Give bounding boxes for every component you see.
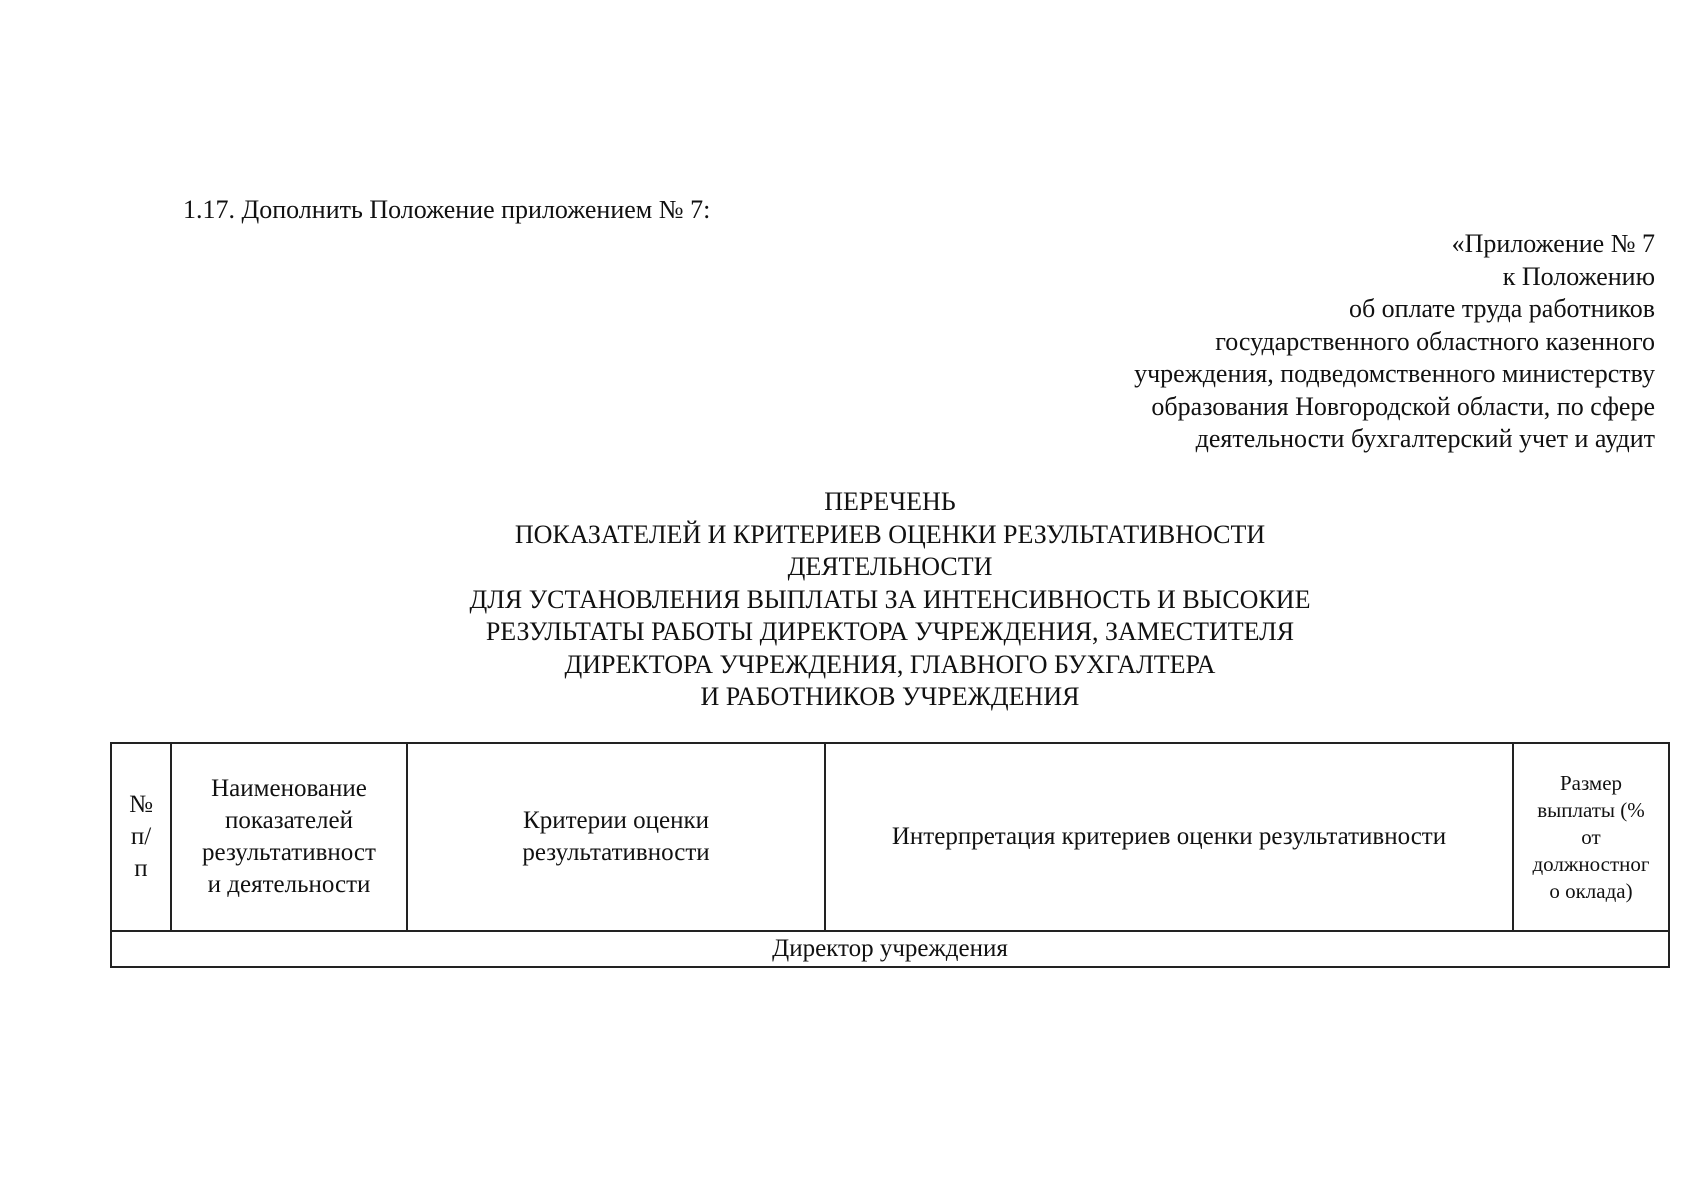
title-line: ПЕРЕЧЕНЬ: [824, 487, 956, 516]
title-line: РЕЗУЛЬТАТЫ РАБОТЫ ДИРЕКТОРА УЧРЕЖДЕНИЯ, ЗАМЕСТИТЕЛЯ: [485, 617, 1295, 646]
header-indicator-name: Наименование показателей результативност и деятельности: [171, 743, 407, 931]
appendix-line: «Приложение № 7: [1451, 229, 1655, 258]
document-title: [290, 486, 1490, 714]
header-payment-size: Размер выплаты (% от должностног о оклада): [1513, 743, 1669, 931]
title-line: ДИРЕКТОРА УЧРЕЖДЕНИЯ, ГЛАВНОГО БУХГАЛТЕРА: [564, 649, 1216, 679]
title-line: ДЕЯТЕЛЬНОСТИ: [787, 552, 993, 581]
title-line: ДЛЯ УСТАНОВЛЕНИЯ ВЫПЛАТЫ ЗА ИНТЕНСИВНОСТЬ И ВЫСОКИЕ: [469, 584, 1311, 614]
header-interpretation: Интерпретация критериев оценки результативности: [825, 743, 1513, 931]
title-line: ПОКАЗАТЕЛЕЙ И КРИТЕРИЕВ ОЦЕНКИ РЕЗУЛЬТАТИВНОСТИ: [514, 519, 1266, 549]
appendix-reference-block: [895, 228, 1655, 456]
header-criteria: Критерии оценки результативности: [407, 743, 825, 931]
appendix-line: к Положению: [1502, 261, 1655, 291]
title-line: И РАБОТНИКОВ УЧРЕЖДЕНИЯ: [700, 682, 1080, 711]
appendix-line: учреждения, подведомственного министерству: [1134, 359, 1655, 388]
intro-paragraph: 1.17. Дополнить Положение приложением № 7:: [183, 195, 711, 224]
appendix-line: об оплате труда работников: [1348, 294, 1655, 323]
appendix-line: образования Новгородской области, по сфере: [1151, 391, 1655, 421]
table-section-row: [111, 931, 1669, 967]
section-row-director: Директор учреждения: [111, 931, 1669, 967]
table-header-row: [111, 743, 1669, 931]
criteria-table: [110, 742, 1670, 968]
header-number: № п/ п: [111, 743, 171, 931]
appendix-line: государственного областного казенного: [1215, 326, 1655, 356]
appendix-line: деятельности бухгалтерский учет и аудит: [1195, 424, 1655, 453]
